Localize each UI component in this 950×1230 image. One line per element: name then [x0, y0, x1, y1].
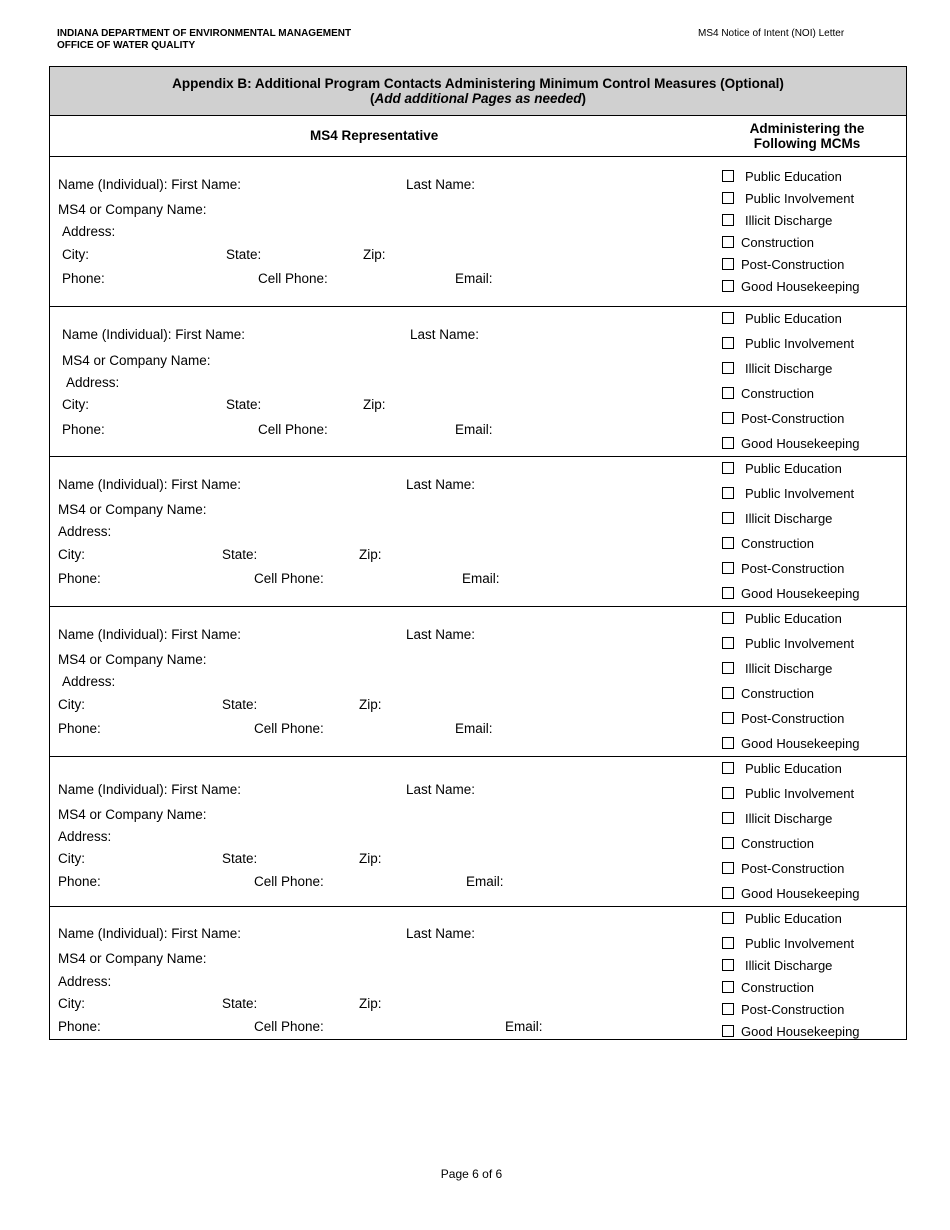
state-field[interactable]: State:: [222, 697, 258, 712]
company-field[interactable]: MS4 or Company Name:: [62, 353, 211, 368]
phone-field[interactable]: Phone:: [58, 874, 101, 889]
state-field[interactable]: State:: [222, 547, 258, 562]
city-field[interactable]: City:: [62, 397, 89, 412]
contact-section: [50, 757, 906, 907]
mcm-option[interactable]: [722, 486, 854, 502]
zip-field[interactable]: Zip:: [363, 247, 386, 262]
contacts-form: [49, 66, 907, 1040]
mcm-option[interactable]: [722, 861, 844, 877]
mcm-checkbox[interactable]: [722, 712, 734, 724]
mcm-option[interactable]: [722, 661, 832, 677]
mcm-label: Construction: [741, 686, 814, 701]
mcm-option[interactable]: [722, 911, 842, 927]
mcm-option[interactable]: [722, 936, 854, 952]
agency-name: INDIANA DEPARTMENT OF ENVIRONMENTAL MANAGEMENT: [57, 28, 352, 39]
mcm-checkbox[interactable]: [722, 937, 734, 949]
company-field[interactable]: MS4 or Company Name:: [58, 652, 207, 667]
mcm-option[interactable]: [722, 336, 854, 352]
mcm-label: Illicit Discharge: [745, 213, 833, 228]
mcm-checkbox[interactable]: [722, 192, 734, 204]
mcm-option[interactable]: [722, 191, 854, 207]
address-field[interactable]: Address:: [58, 974, 112, 989]
mcm-checkbox[interactable]: [722, 587, 734, 599]
mcm-option[interactable]: [722, 586, 860, 602]
page-number: Page 6 of 6: [440, 1167, 503, 1181]
mcm-label: Good Housekeeping: [741, 736, 860, 751]
email-field[interactable]: Email:: [455, 721, 493, 736]
mcm-checkbox[interactable]: [722, 1003, 734, 1015]
mcm-checkbox[interactable]: [722, 437, 734, 449]
mcm-label: Construction: [741, 386, 814, 401]
phone-field[interactable]: Phone:: [62, 271, 105, 286]
mcm-checkbox[interactable]: [722, 412, 734, 424]
mcm-option[interactable]: [722, 711, 844, 727]
mcm-label: Construction: [741, 980, 814, 995]
mcm-option[interactable]: [722, 279, 860, 295]
phone-field[interactable]: Phone:: [62, 422, 105, 437]
mcm-label: Illicit Discharge: [745, 661, 833, 676]
mcm-label: Illicit Discharge: [745, 811, 833, 826]
mcm-checkbox[interactable]: [722, 387, 734, 399]
address-field[interactable]: Address:: [66, 375, 120, 390]
email-field[interactable]: Email:: [466, 874, 504, 889]
mcm-label: Post-Construction: [741, 561, 845, 576]
mcm-option[interactable]: [722, 311, 842, 327]
mcm-checkbox[interactable]: [722, 912, 734, 924]
mcm-option[interactable]: [722, 257, 844, 273]
contact-section: [50, 607, 906, 757]
company-field[interactable]: MS4 or Company Name:: [58, 807, 207, 822]
mcm-checkbox[interactable]: [722, 887, 734, 899]
mcm-checkbox[interactable]: [722, 1025, 734, 1037]
first-name-field[interactable]: Name (Individual): First Name:: [58, 627, 242, 642]
phone-field[interactable]: Phone:: [58, 571, 101, 586]
mcm-option[interactable]: [722, 786, 854, 802]
city-field[interactable]: City:: [58, 547, 85, 562]
mcm-option[interactable]: [722, 836, 814, 852]
mcm-option[interactable]: [722, 686, 814, 702]
mcm-checkbox[interactable]: [722, 562, 734, 574]
mcm-label: Good Housekeeping: [741, 586, 860, 601]
company-field[interactable]: MS4 or Company Name:: [58, 951, 207, 966]
mcm-checkbox[interactable]: [722, 236, 734, 248]
mcm-checkbox[interactable]: [722, 462, 734, 474]
last-name-field[interactable]: Last Name:: [406, 177, 476, 192]
mcm-label: Public Education: [745, 611, 842, 626]
mcm-checkbox[interactable]: [722, 362, 734, 374]
mcm-option[interactable]: [722, 886, 860, 902]
mcm-label: Post-Construction: [741, 1002, 845, 1017]
mcm-label: Construction: [741, 836, 814, 851]
first-name-field[interactable]: Name (Individual): First Name:: [58, 477, 242, 492]
mcm-label: Good Housekeeping: [741, 436, 860, 451]
mcm-label: Public Involvement: [745, 336, 855, 351]
last-name-field[interactable]: Last Name:: [410, 327, 480, 342]
city-field[interactable]: City:: [62, 247, 89, 262]
mcm-checkbox[interactable]: [722, 959, 734, 971]
mcm-checkbox[interactable]: [722, 170, 734, 182]
form-subtitle: (Add additional Pages as needed): [369, 91, 587, 106]
mcm-option[interactable]: [722, 386, 814, 402]
mcm-option[interactable]: [722, 411, 844, 427]
state-field[interactable]: State:: [222, 996, 258, 1011]
mcm-checkbox[interactable]: [722, 737, 734, 749]
zip-field[interactable]: Zip:: [359, 851, 382, 866]
first-name-field[interactable]: Name (Individual): First Name:: [58, 782, 242, 797]
mcm-label: Good Housekeeping: [741, 886, 860, 901]
mcm-label: Post-Construction: [741, 861, 845, 876]
mcm-option[interactable]: [722, 511, 832, 527]
contact-section: [50, 307, 906, 457]
zip-field[interactable]: Zip:: [359, 996, 382, 1011]
address-field[interactable]: Address:: [58, 524, 112, 539]
mcm-checkbox[interactable]: [722, 762, 734, 774]
mcm-checkbox[interactable]: [722, 512, 734, 524]
mcm-checkbox[interactable]: [722, 214, 734, 226]
mcm-option[interactable]: [722, 980, 814, 996]
address-field[interactable]: Address:: [62, 224, 116, 239]
mcm-checkbox[interactable]: [722, 487, 734, 499]
mcm-option[interactable]: [722, 213, 832, 229]
mcm-checkbox[interactable]: [722, 612, 734, 624]
mcm-option[interactable]: [722, 811, 832, 827]
mcm-option[interactable]: [722, 169, 842, 185]
mcm-label: Public Involvement: [745, 191, 855, 206]
cell-field[interactable]: Cell Phone:: [258, 271, 328, 286]
mcm-label: Public Education: [745, 461, 842, 476]
mcm-option[interactable]: [722, 235, 814, 251]
mcm-label: Public Involvement: [745, 636, 855, 651]
mcm-checkbox[interactable]: [722, 537, 734, 549]
mcm-checkbox[interactable]: [722, 981, 734, 993]
column-headers: [50, 116, 906, 157]
mcm-column-header: Administering the Following MCMs: [749, 121, 865, 151]
mcm-label: Public Involvement: [745, 786, 855, 801]
mcm-checkbox[interactable]: [722, 337, 734, 349]
cell-field[interactable]: Cell Phone:: [258, 422, 328, 437]
mcm-option[interactable]: [722, 361, 832, 377]
mcm-checkbox[interactable]: [722, 637, 734, 649]
email-field[interactable]: Email:: [455, 271, 493, 286]
form-title-band: [50, 67, 906, 116]
mcm-label: Public Education: [745, 761, 842, 776]
mcm-checkbox[interactable]: [722, 312, 734, 324]
mcm-option[interactable]: [722, 536, 814, 552]
cell-field[interactable]: Cell Phone:: [254, 571, 324, 586]
mcm-option[interactable]: [722, 611, 842, 627]
document-title: MS4 Notice of Intent (NOI) Letter: [698, 28, 845, 39]
contact-section: [50, 907, 906, 1041]
city-field[interactable]: City:: [58, 996, 85, 1011]
mcm-option[interactable]: [722, 736, 860, 752]
phone-field[interactable]: Phone:: [58, 1019, 101, 1034]
address-field[interactable]: Address:: [62, 674, 116, 689]
mcm-label: Construction: [741, 536, 814, 551]
mcm-label: Public Education: [745, 911, 842, 926]
mcm-option[interactable]: [722, 958, 832, 974]
company-field[interactable]: MS4 or Company Name:: [58, 502, 207, 517]
email-field[interactable]: Email:: [505, 1019, 543, 1034]
address-field[interactable]: Address:: [58, 829, 112, 844]
email-field[interactable]: Email:: [455, 422, 493, 437]
mcm-label: Public Involvement: [745, 936, 855, 951]
mcm-option[interactable]: [722, 761, 842, 777]
mcm-label: Good Housekeeping: [741, 279, 860, 294]
mcm-option[interactable]: [722, 561, 844, 577]
city-field[interactable]: City:: [58, 851, 85, 866]
state-field[interactable]: State:: [222, 851, 258, 866]
cell-field[interactable]: Cell Phone:: [254, 1019, 324, 1034]
mcm-checkbox[interactable]: [722, 687, 734, 699]
zip-field[interactable]: Zip:: [359, 547, 382, 562]
mcm-label: Good Housekeeping: [741, 1024, 860, 1039]
mcm-option[interactable]: [722, 436, 860, 452]
cell-field[interactable]: Cell Phone:: [254, 874, 324, 889]
zip-field[interactable]: Zip:: [359, 697, 382, 712]
mcm-option[interactable]: [722, 636, 854, 652]
mcm-checkbox[interactable]: [722, 812, 734, 824]
mcm-option[interactable]: [722, 1024, 860, 1040]
company-field[interactable]: MS4 or Company Name:: [58, 202, 207, 217]
mcm-label: Construction: [741, 235, 814, 250]
zip-field[interactable]: Zip:: [363, 397, 386, 412]
mcm-checkbox[interactable]: [722, 280, 734, 292]
last-name-field[interactable]: Last Name:: [406, 627, 476, 642]
state-field[interactable]: State:: [226, 397, 262, 412]
first-name-field[interactable]: Name (Individual): First Name:: [62, 327, 246, 342]
contact-section: [50, 157, 906, 307]
email-field[interactable]: Email:: [462, 571, 500, 586]
last-name-field[interactable]: Last Name:: [406, 477, 476, 492]
mcm-label: Post-Construction: [741, 411, 845, 426]
mcm-option[interactable]: [722, 1002, 844, 1018]
office-name: OFFICE OF WATER QUALITY: [57, 40, 196, 51]
mcm-label: Illicit Discharge: [745, 958, 833, 973]
mcm-checkbox[interactable]: [722, 837, 734, 849]
mcm-checkbox[interactable]: [722, 862, 734, 874]
agency-header: [57, 28, 351, 52]
mcm-label: Illicit Discharge: [745, 511, 833, 526]
form-title: Appendix B: Additional Program Contacts Administering Minimum Control Measures (Optional): [172, 76, 784, 91]
mcm-label: Post-Construction: [741, 711, 845, 726]
first-name-field[interactable]: Name (Individual): First Name:: [58, 177, 242, 192]
cell-field[interactable]: Cell Phone:: [254, 721, 324, 736]
mcm-label: Public Education: [745, 169, 842, 184]
state-field[interactable]: State:: [226, 247, 262, 262]
last-name-field[interactable]: Last Name:: [406, 782, 476, 797]
ms4-representative-header: MS4 Representative: [310, 128, 439, 143]
mcm-label: Illicit Discharge: [745, 361, 833, 376]
contact-section: [50, 457, 906, 607]
mcm-label: Public Involvement: [745, 486, 855, 501]
last-name-field[interactable]: Last Name:: [406, 926, 476, 941]
first-name-field[interactable]: Name (Individual): First Name:: [58, 926, 242, 941]
phone-field[interactable]: Phone:: [58, 721, 101, 736]
mcm-checkbox[interactable]: [722, 662, 734, 674]
mcm-label: Public Education: [745, 311, 842, 326]
city-field[interactable]: City:: [58, 697, 85, 712]
mcm-checkbox[interactable]: [722, 787, 734, 799]
mcm-option[interactable]: [722, 461, 842, 477]
mcm-checkbox[interactable]: [722, 258, 734, 270]
mcm-label: Post-Construction: [741, 257, 845, 272]
